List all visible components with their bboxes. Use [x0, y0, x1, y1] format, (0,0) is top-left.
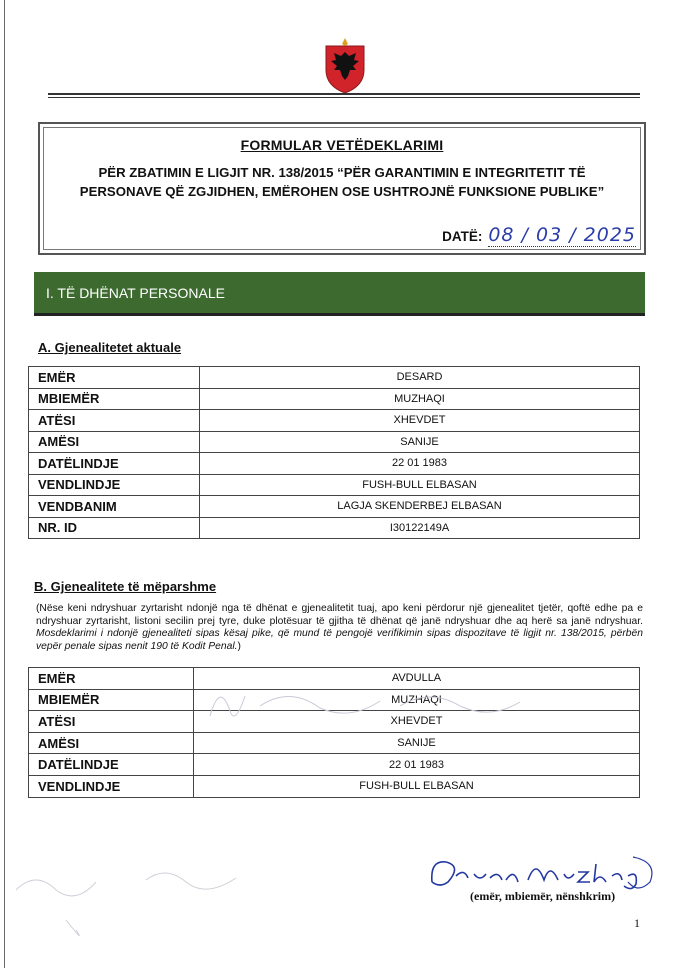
section-title: I. TË DHËNAT PERSONALE — [46, 285, 225, 301]
field-label: VENDLINDJE — [29, 775, 194, 797]
note-close: ) — [237, 640, 241, 652]
table-row — [29, 453, 640, 475]
page-edge — [4, 0, 5, 968]
note-warning: Mosdeklarimi i ndonjë gjenealiteti sipas kësaj pike, që mund të pengojë verifikimin sipas dispozitave të ligjit nr. 138/2015, përbën vepër penale sipas nenit 190 të Kodit Penal. — [36, 628, 643, 652]
field-value: XHEVDET — [200, 410, 640, 432]
field-value: XHEVDET — [194, 711, 640, 733]
bleed-through-signature-left — [6, 860, 256, 950]
note-text: (Nëse keni ndryshuar zyrtarisht ndonjë nga të dhënat e gjenealitetit tuaj, apo keni përdorur një gjenealitet tjetër, qoftë edhe pa e ndryshuar zyrtarisht, listoni secilin prej tyre, duke plotësuar të gjitha të dhënat që janë ndryshuar dhe aq herë sa janë ndryshuar. — [36, 603, 643, 627]
table-row — [29, 775, 640, 797]
field-label: VENDBANIM — [29, 496, 200, 518]
current-identity-table — [28, 366, 640, 539]
header-rule — [48, 93, 640, 95]
field-value: I30122149A — [200, 517, 640, 539]
signature-drawing — [428, 852, 658, 892]
table-row — [29, 431, 640, 453]
field-value: FUSH-BULL ELBASAN — [194, 775, 640, 797]
field-value: SANIJE — [200, 431, 640, 453]
field-label: ATËSI — [29, 711, 194, 733]
field-label: AMËSI — [29, 732, 194, 754]
field-value: MUZHAQI — [194, 689, 640, 711]
date-row — [442, 224, 636, 247]
table-row — [29, 517, 640, 539]
field-label: MBIEMËR — [29, 689, 194, 711]
previous-identity-heading: B. Gjenealitete të mëparshme — [34, 579, 217, 594]
current-identity-heading: A. Gjenealitetet aktuale — [38, 340, 182, 355]
table-row — [29, 474, 640, 496]
albania-coat-of-arms-icon — [322, 36, 368, 94]
field-label: MBIEMËR — [29, 388, 200, 410]
table-row — [29, 754, 640, 776]
signature-caption: (emër, mbiemër, nënshkrim) — [470, 889, 616, 903]
field-value: 22 01 1983 — [200, 453, 640, 475]
previous-identity-note — [36, 603, 643, 653]
title-box — [38, 122, 646, 255]
field-label: VENDLINDJE — [29, 474, 200, 496]
field-label: EMËR — [29, 367, 200, 389]
field-label: AMËSI — [29, 431, 200, 453]
field-label: DATËLINDJE — [29, 754, 194, 776]
page-number: 1 — [634, 916, 640, 930]
field-value: LAGJA SKENDERBEJ ELBASAN — [200, 496, 640, 518]
table-row — [29, 388, 640, 410]
table-row — [29, 410, 640, 432]
table-row — [29, 367, 640, 389]
header-rule-thin — [48, 97, 640, 98]
table-row — [29, 496, 640, 518]
form-subtitle: PËR ZBATIMIN E LIGJIT NR. 138/2015 “PËR GARANTIMIN E INTEGRITETIT TË PERSONAVE QË ZGJIDHEN, EMËROHEN OSE USHTROJNË FUNKSIONE PUBLIKE” — [79, 165, 605, 199]
field-label: NR. ID — [29, 517, 200, 539]
field-value: DESARD — [200, 367, 640, 389]
form-title: FORMULAR VETËDEKLARIMI — [240, 137, 444, 153]
field-label: ATËSI — [29, 410, 200, 432]
field-value: SANIJE — [194, 732, 640, 754]
date-value: 08 / 03 / 2025 — [488, 224, 636, 246]
section-personal-data-bar — [34, 272, 645, 316]
date-label: DATË: — [442, 229, 483, 244]
field-value: FUSH-BULL ELBASAN — [200, 474, 640, 496]
field-value: AVDULLA — [194, 668, 640, 690]
field-label: EMËR — [29, 668, 194, 690]
field-label: DATËLINDJE — [29, 453, 200, 475]
bleed-through-scribble — [200, 676, 530, 736]
field-value: 22 01 1983 — [194, 754, 640, 776]
field-value: MUZHAQI — [200, 388, 640, 410]
